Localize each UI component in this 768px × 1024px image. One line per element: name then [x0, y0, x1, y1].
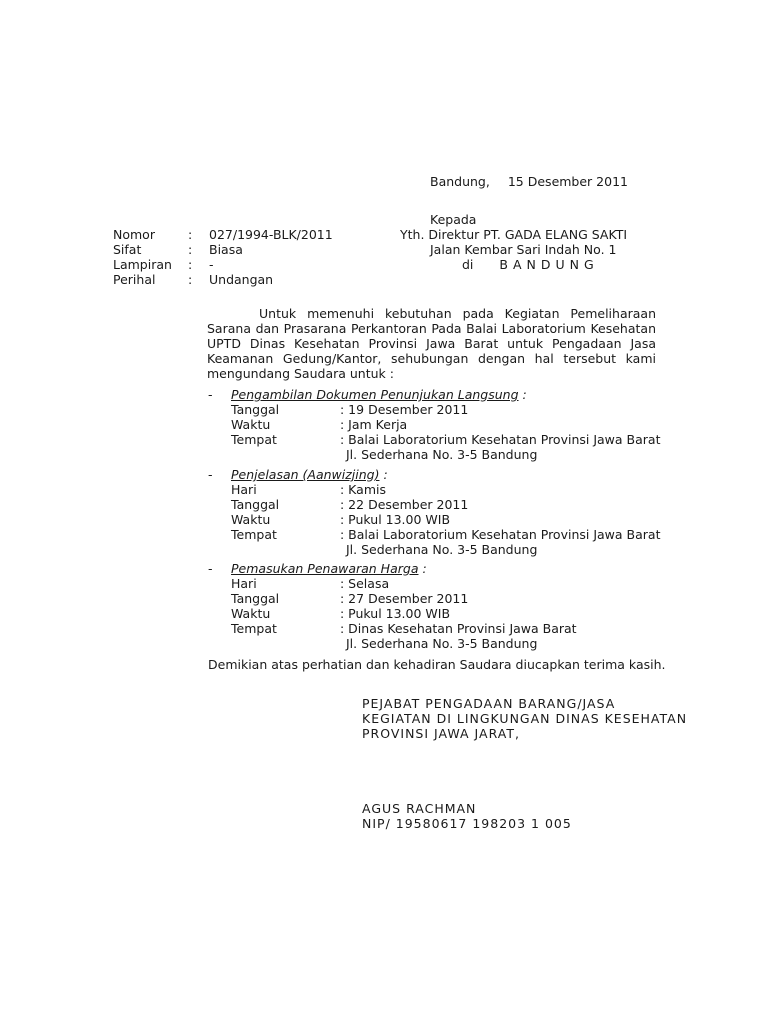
- meta-colon: :: [188, 257, 193, 272]
- signature-space: [362, 741, 687, 801]
- meta-row-sifat: [113, 242, 389, 257]
- section-title-colon: :: [522, 387, 527, 402]
- detail-row: [208, 417, 668, 432]
- signature-title-line-2: KEGIATAN DI LINGKUNGAN DINAS KESEHATAN: [362, 711, 688, 726]
- meta-colon: :: [188, 227, 193, 242]
- recipient-di: di: [462, 257, 474, 272]
- detail-key: Tanggal: [231, 591, 280, 606]
- detail-key: Waktu: [231, 512, 271, 527]
- body-paragraph-text: Untuk memenuhi kebutuhan pada Kegiatan Pemeliharaan Sarana dan Prasarana Perkantoran Pada Balai Laboratorium Kesehatan UPTD Dinas Kesehatan Provinsi Jawa Barat untuk Pengadaan Jasa Keamanan Gedung/Kantor, sehubungan dengan hal tersebut kami mengundang Saudara untuk :: [207, 306, 656, 381]
- meta-value: Undangan: [209, 272, 274, 287]
- detail-value: : Pukul 13.00 WIB: [340, 512, 451, 527]
- detail-row: [208, 591, 668, 606]
- detail-value: : 19 Desember 2011: [340, 402, 469, 417]
- detail-row: [208, 497, 668, 512]
- recipient-block: [400, 212, 660, 272]
- section-title-colon: :: [422, 561, 427, 576]
- detail-key: Hari: [231, 576, 257, 591]
- meta-label: Lampiran: [113, 257, 172, 272]
- meta-row-nomor: [113, 227, 389, 242]
- date-place: Bandung,: [430, 174, 490, 189]
- agenda-penjelasan: [208, 467, 668, 557]
- detail-value: : Jam Kerja: [340, 417, 408, 432]
- meta-row-lampiran: [113, 257, 389, 272]
- meta-value: 027/1994-BLK/2011: [209, 227, 333, 242]
- detail-row: [208, 621, 668, 636]
- recipient-address: Jalan Kembar Sari Indah No. 1: [430, 242, 617, 257]
- recipient-kepada: Kepada: [430, 212, 477, 227]
- detail-value: : Selasa: [340, 576, 390, 591]
- agenda-pemasukan-penawaran: [208, 561, 668, 651]
- meta-colon: :: [188, 272, 193, 287]
- section-title: Pemasukan Penawaran Harga: [231, 561, 419, 576]
- recipient-city-line: [400, 257, 660, 272]
- meta-value: Biasa: [209, 242, 243, 257]
- section-title: Pengambilan Dokumen Penunjukan Langsung: [231, 387, 519, 402]
- section-dash: -: [208, 387, 213, 402]
- signatory-name: AGUS RACHMAN: [362, 801, 477, 816]
- detail-value: : Balai Laboratorium Kesehatan Provinsi Jawa Barat: [340, 527, 661, 542]
- agenda-pengambilan-dokumen: [208, 387, 668, 462]
- section-title-row: [208, 387, 668, 402]
- recipient-name: Yth. Direktur PT. GADA ELANG SAKTI: [400, 227, 628, 242]
- detail-row: [208, 512, 668, 527]
- meta-label: Perihal: [113, 272, 156, 287]
- meta-colon: :: [188, 242, 193, 257]
- detail-key: Waktu: [231, 417, 271, 432]
- signatory-nip: NIP/ 19580617 198203 1 005: [362, 816, 572, 831]
- detail-address: Jl. Sederhana No. 3-5 Bandung: [346, 447, 538, 462]
- signature-title-line-3: PROVINSI JAWA JARAT,: [362, 726, 520, 741]
- detail-key: Tempat: [231, 621, 277, 636]
- detail-value: : 22 Desember 2011: [340, 497, 469, 512]
- detail-value: : Pukul 13.00 WIB: [340, 606, 451, 621]
- body-paragraph: [207, 306, 656, 381]
- detail-key: Tanggal: [231, 402, 280, 417]
- detail-address: Jl. Sederhana No. 3-5 Bandung: [346, 636, 538, 651]
- signature-title-line-1: PEJABAT PENGADAAN BARANG/JASA: [362, 696, 616, 711]
- section-title-row: [208, 467, 668, 482]
- detail-key: Tanggal: [231, 497, 280, 512]
- detail-key: Tempat: [231, 432, 277, 447]
- detail-value: : Dinas Kesehatan Provinsi Jawa Barat: [340, 621, 577, 636]
- detail-value: : 27 Desember 2011: [340, 591, 469, 606]
- detail-key: Hari: [231, 482, 257, 497]
- meta-label: Nomor: [113, 227, 155, 242]
- detail-row: [208, 482, 668, 497]
- detail-address: Jl. Sederhana No. 3-5 Bandung: [346, 542, 538, 557]
- meta-value: -: [209, 257, 214, 272]
- section-dash: -: [208, 467, 213, 482]
- detail-row: [208, 402, 668, 417]
- recipient-city: BANDUNG: [499, 257, 599, 272]
- meta-label: Sifat: [113, 242, 142, 257]
- section-dash: -: [208, 561, 213, 576]
- detail-key: Waktu: [231, 606, 271, 621]
- section-title-row: [208, 561, 668, 576]
- section-title-colon: :: [383, 467, 388, 482]
- date-value: 15 Desember 2011: [507, 174, 628, 189]
- detail-row: [208, 432, 668, 447]
- detail-value: : Balai Laboratorium Kesehatan Provinsi Jawa Barat: [340, 432, 661, 447]
- detail-row: [208, 606, 668, 621]
- signature-block: [362, 696, 687, 831]
- letter-meta: [113, 227, 389, 287]
- detail-row: [208, 576, 668, 591]
- detail-row: [208, 527, 668, 542]
- detail-key: Tempat: [231, 527, 277, 542]
- meta-row-perihal: [113, 272, 389, 287]
- letter-date: [430, 174, 628, 189]
- closing-sentence: Demikian atas perhatian dan kehadiran Saudara diucapkan terima kasih.: [208, 657, 666, 672]
- section-title: Penjelasan (Aanwizjing): [231, 467, 380, 482]
- detail-value: : Kamis: [340, 482, 386, 497]
